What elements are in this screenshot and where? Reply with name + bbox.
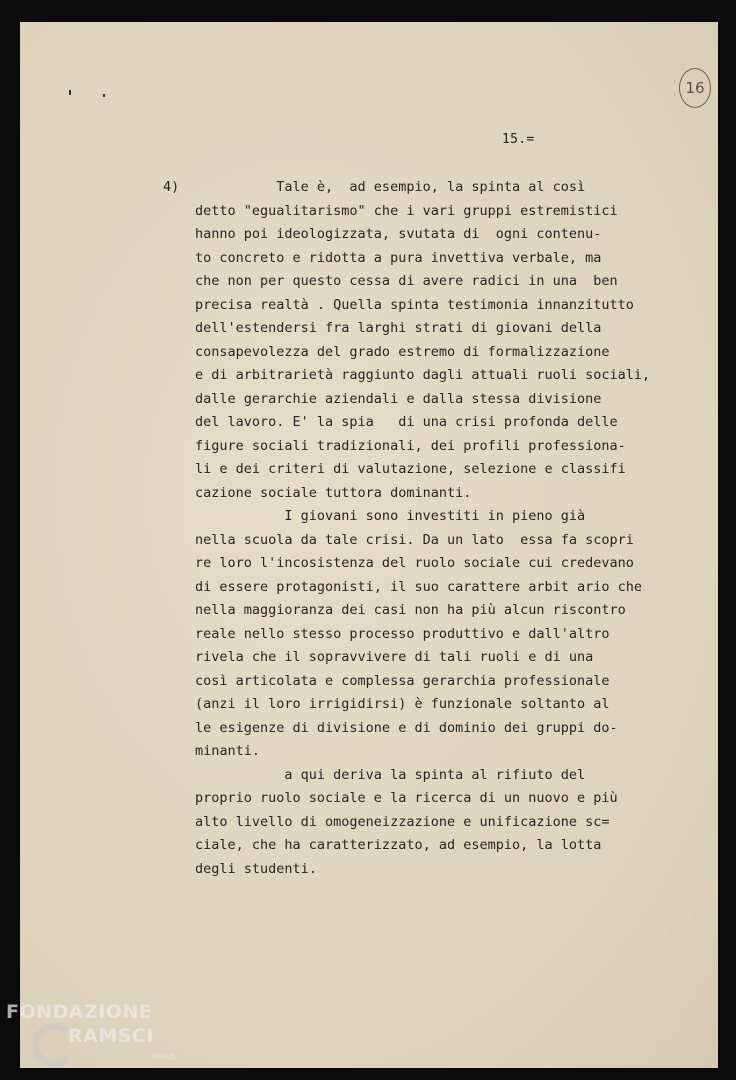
text-line: cazione sociale tuttora dominanti. [195,484,472,501]
text-line: le esigenze di divisione e di dominio dei gruppi do- [195,719,618,736]
paper-mark [69,90,71,95]
text-line: minanti. [195,743,261,759]
text-line: nella scuola da tale crisi. Da un lato essa fa scopri [195,531,634,548]
text-line: di essere protagonisti, il suo carattere arbit ario che [195,578,643,595]
text-line: to concreto e ridotta a pura invettiva verbale, ma [195,249,602,266]
page-number: 15.= [502,132,535,147]
text-line: alto livello di omogeneizzazione e unificazione sc= [195,813,610,830]
text-line: precisa realtà . Quella spinta testimonia innanzitutto [195,296,634,313]
fondazione-gramsci-watermark [6,1001,186,1076]
text-line: dalle gerarchie aziendali e dalla stessa divisione [195,390,602,407]
text-line: degli studenti. [195,860,317,877]
text-line: detto "egualitarismo" che i vari gruppi estremistici [195,202,618,219]
text-line: consapevolezza del grado estremo di formalizzazione [195,343,610,360]
text-line: figure sociali tradizionali, dei profili professiona- [195,437,626,454]
watermark-line1: FONDAZIONE [6,1001,153,1023]
typewritten-body [195,176,665,881]
text-line: reale nello stesso processo produttivo e dall'altro [195,625,610,642]
text-line: Tale è, ad esempio, la spinta al così [195,179,586,195]
paper-mark [103,94,105,97]
archive-page-number: 16 [679,68,711,108]
watermark-line2: RAMSCI [68,1025,154,1047]
text-line: ciale, che ha caratterizzato, ad esempio, la lotta [195,837,602,853]
text-line: che non per questo cessa di avere radici in una ben [195,273,618,289]
text-line: (anzi il loro irrigidirsi) è funzionale soltanto al [195,696,610,712]
text-line: I giovani sono investiti in pieno già [195,508,586,524]
text-line: così articolata e complessa gerarchia professionale [195,672,610,689]
text-line: rivela che il sopravvivere di tali ruoli e di una [195,649,594,665]
text-line: e di arbitrarietà raggiunto dagli attuali ruoli sociali, [195,367,651,383]
text-line: hanno poi ideologizzata, svutata di ogni contenu- [195,226,602,242]
text-line: li e dei criteri di valutazione, selezione e classifi [195,461,626,477]
text-line: proprio ruolo sociale e la ricerca di un nuovo e più [195,790,618,806]
text-line: nella maggioranza dei casi non ha più alcun riscontro [195,602,626,618]
text-line: a qui deriva la spinta al rifiuto del [195,766,586,783]
watermark-line3: onlus [152,1052,177,1062]
text-line: del lavoro. E' la spia di una crisi profonda delle [195,414,618,430]
text-line: dell'estendersi fra larghi strati di giovani della [195,320,602,336]
text-line: re loro l'incosistenza del ruolo sociale cui credevano [195,555,634,571]
section-number: 4) [163,179,180,195]
